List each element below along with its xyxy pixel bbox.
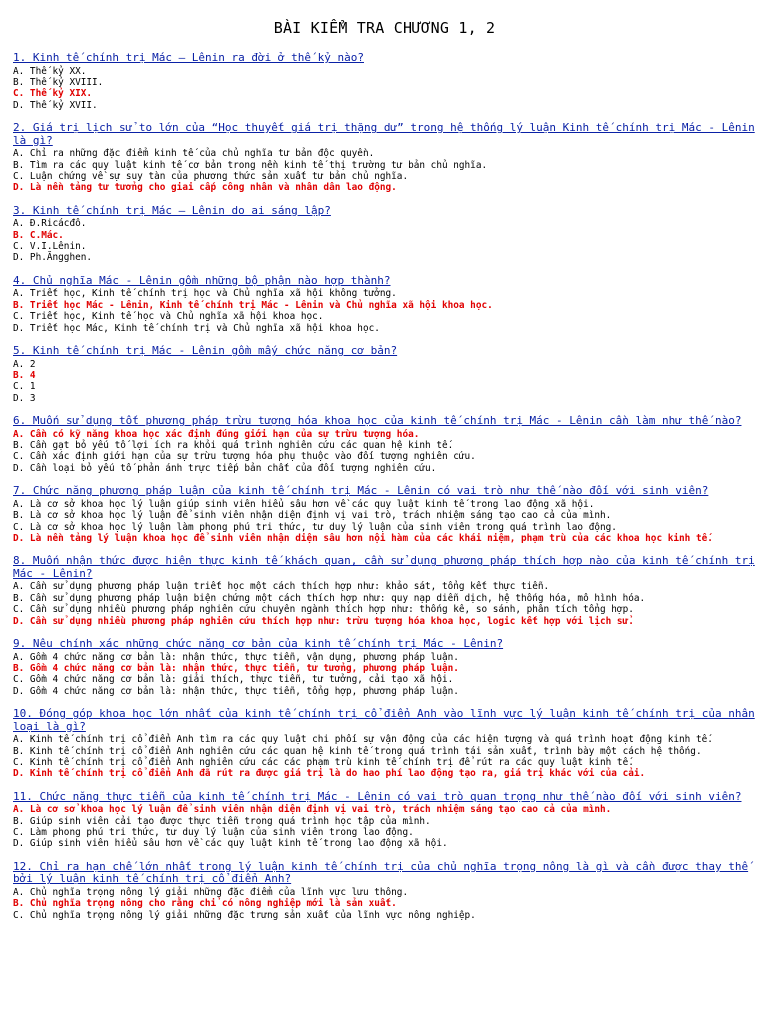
answer-option: A. Chủ nghĩa trọng nông lý giải những đặc điểm của lĩnh vực lưu thông.: [13, 886, 409, 898]
question-block: [13, 52, 756, 111]
question-title: 2. Giá trị lịch sử to lớn của “Học thuyết giá trị thặng dư” trong hệ thống lý luận Kinh tế chính trị Mác - Lênin là gì?: [13, 121, 755, 147]
answer-option: D. Thế kỷ XVII.: [13, 99, 98, 111]
answer-options: [13, 652, 756, 698]
question-block: [13, 861, 756, 921]
question-title: 5. Kinh tế chính trị Mác - Lênin gồm mấy chức năng cơ bản?: [13, 344, 398, 357]
answer-options: [13, 804, 756, 850]
answer-option: C. Làm phong phú tri thức, tư duy lý luận của sinh viên trong lao động.: [13, 827, 414, 839]
answer-option: D. Triết học Mác, Kinh tế chính trị và Chủ nghĩa xã hội khoa học.: [13, 322, 380, 334]
answer-option: C. 1: [13, 381, 36, 393]
answer-option: C. Luận chứng về sự suy tàn của phương thức sản xuất tư bản chủ nghĩa.: [13, 170, 409, 182]
answer-option: A. Là cơ sở khoa học lý luận giúp sinh viên hiểu sâu hơn về các quy luật kinh tế trong lao động xã hội.: [13, 498, 595, 510]
correct-answer-option: A. Cần có kỹ năng khoa học xác định đúng giới hạn của sự trừu tượng hóa.: [13, 428, 420, 440]
answer-option: A. Thế kỷ XX.: [13, 65, 87, 77]
answer-option: B. Thế kỷ XVIII.: [13, 76, 104, 88]
question-block: [13, 415, 756, 474]
correct-answer-option: D. Kinh tế chính trị cổ điển Anh đã rút ra được giá trị là do hao phí lao động tạo ra, giá trị khác với của cải.: [13, 768, 646, 780]
correct-answer-option: D. Cần sử dụng nhiều phương pháp nghiên cứu thích hợp như: trừu tượng hóa khoa học, logic kết hợp với lịch sử.: [13, 615, 634, 627]
answer-options: [13, 734, 756, 780]
answer-option: D. 3: [13, 392, 36, 404]
answer-option: C. Triết học, Kinh tế học và Chủ nghĩa xã hội khoa học.: [13, 311, 324, 323]
question-title: 8. Muốn nhận thức được hiện thực kinh tế khách quan, cần sử dụng phương pháp thích hợp nào của kinh tế chính trị Mác - Lênin?: [13, 554, 755, 580]
answer-option: B. Kinh tế chính trị cổ điển Anh nghiên cứu các quan hệ kinh tế trong quá trình tái sản xuất, trình bày một cách hệ thống.: [13, 745, 702, 757]
answer-option: C. Cần sử dụng nhiều phương pháp nghiên cứu chuyên ngành thích hợp như: thống kê, so sánh, phân tích tổng hợp.: [13, 604, 634, 616]
answer-option: D. Ph.Ăngghen.: [13, 252, 93, 264]
answer-option: C. V.I.Lênin.: [13, 241, 87, 253]
question-block: [13, 485, 756, 544]
correct-answer-option: B. C.Mác.: [13, 229, 64, 241]
question-block: [13, 638, 756, 697]
answer-options: [13, 288, 756, 334]
question-title: 3. Kinh tế chính trị Mác – Lênin do ai sáng lập?: [13, 203, 331, 217]
answer-option: C. Là cơ sở khoa học lý luận làm phong phú tri thức, tư duy lý luận của sinh viên trong quá trình lao động.: [13, 521, 617, 533]
correct-answer-option: B. Triết học Mác - Lênin, Kinh tế chính trị Mác - Lênin và Chủ nghĩa xã hội khoa học.: [13, 299, 493, 311]
question-block: [13, 275, 756, 334]
question-title: 9. Nêu chính xác những chức năng cơ bản của kinh tế chính trị Mác - Lênin?: [13, 637, 504, 650]
document-title: BÀI KIỂM TRA CHƯƠNG 1, 2: [273, 19, 496, 37]
question-block: [13, 122, 756, 194]
answer-option: D. Giúp sinh viên hiểu sâu hơn về các quy luật kinh tế trong lao động xã hội.: [13, 838, 448, 850]
question-title: 12. Chỉ ra hạn chế lớn nhất trong lý luận kinh tế chính trị của chủ nghĩa trọng nông là gì và cần được thay thế bởi lý luận kinh tế chính trị cổ điển Anh?: [13, 859, 749, 886]
correct-answer-option: A. Là cơ sở khoa học lý luận để sinh viên nhận diện định vị vai trò, trách nhiệm sáng tạo cao cả của mình.: [13, 804, 612, 816]
answer-options: [13, 581, 756, 627]
question-title: 1. Kinh tế chính trị Mác – Lênin ra đời ở thế kỷ nào?: [13, 51, 364, 64]
answer-option: A. Cần sử dụng phương pháp luận triết học một cách thích hợp như: khảo sát, tổng kết thực tiễn.: [13, 581, 550, 593]
answer-option: D. Cần loại bỏ yếu tố phản ánh trực tiếp bản chất của đối tượng nghiên cứu.: [13, 462, 437, 474]
answer-options: [13, 359, 756, 405]
answer-option: A. Đ.Ricácđô.: [13, 218, 87, 230]
answer-options: [13, 66, 756, 112]
answer-option: B. Tìm ra các quy luật kinh tế cơ bản trong nền kinh tế thị trường tư bản chủ nghĩa.: [13, 159, 488, 171]
answer-option: A. Gồm 4 chức năng cơ bản là: nhận thức, thực tiễn, vận dụng, phương pháp luận.: [13, 651, 459, 663]
question-title: 4. Chủ nghĩa Mác - Lênin gồm những bộ phận nào hợp thành?: [13, 273, 391, 287]
answer-option: B. Là cơ sở khoa học lý luận để sinh viên nhận diện định vị vai trò, trách nhiệm sáng tạo cao cả của mình.: [13, 510, 612, 522]
answer-options: [13, 218, 756, 264]
answer-options: [13, 148, 756, 194]
answer-option: A. Chỉ ra những đặc điểm kinh tế của chủ nghĩa tư bản độc quyền.: [13, 148, 375, 160]
question-list: [13, 52, 756, 921]
correct-answer-option: B. 4: [13, 369, 36, 381]
question-block: [13, 555, 756, 627]
answer-options: [13, 499, 756, 545]
answer-options: [13, 429, 756, 475]
answer-option: A. Kinh tế chính trị cổ điển Anh tìm ra các quy luật chi phối sự vận động của các hiện tượng và quá trình hoạt động kinh tế.: [13, 734, 713, 746]
answer-option: C. Cần xác định giới hạn của sự trừu tượng hóa phụ thuộc vào đối tượng nghiên cứu.: [13, 451, 476, 463]
question-title: 11. Chức năng thực tiễn của kinh tế chính trị Mác - Lênin có vai trò quan trọng như thế nào đối với sinh viên?: [13, 789, 742, 803]
question-block: [13, 708, 756, 780]
answer-option: B. Cần gạt bỏ yếu tố lợi ích ra khỏi quá trình nghiên cứu các quan hệ kinh tế.: [13, 440, 454, 452]
question-block: [13, 345, 756, 404]
correct-answer-option: B. Gồm 4 chức năng cơ bản là: nhận thức, thực tiễn, tư tưởng, phương pháp luận.: [13, 662, 459, 674]
correct-answer-option: B. Chủ nghĩa trọng nông cho rằng chỉ có nông nghiệp mới là sản xuất.: [13, 898, 397, 910]
correct-answer-option: C. Thế kỷ XIX.: [13, 88, 93, 100]
answer-option: B. Giúp sinh viên cải tạo được thực tiễn trong quá trình học tập của mình.: [13, 815, 431, 827]
question-block: [13, 205, 756, 264]
question-title: 7. Chức năng phương pháp luận của kinh tế chính trị Mác - Lênin có vai trò như thế nào đối với sinh viên?: [13, 484, 709, 498]
answer-option: C. Chủ nghĩa trọng nông lý giải những đặc trưng sản xuất của lĩnh vực nông nghiệp.: [13, 909, 476, 921]
answer-option: C. Gồm 4 chức năng cơ bản là: giải thích, thực tiễn, tư tưởng, cải tạo xã hội.: [13, 674, 454, 686]
question-block: [13, 791, 756, 850]
answer-option: B. Cần sử dụng phương pháp luận biện chứng một cách thích hợp như: quy nạp diễn dịch, hệ thống hóa, mô hình hóa.: [13, 592, 646, 604]
answer-option: A. Triết học, Kinh tế chính trị học và Chủ nghĩa xã hội không tưởng.: [13, 288, 397, 300]
answer-option: A. 2: [13, 358, 36, 370]
answer-option: C. Kinh tế chính trị cổ điển Anh nghiên cứu các các phạm trù kinh tế chính trị để rút ra các quy luật kinh tế.: [13, 756, 634, 768]
question-title: 10. Đóng góp khoa học lớn nhất của kinh tế chính trị cổ điển Anh vào lĩnh vực lý luận kinh tế chính trị của nhân loại là gì?: [13, 707, 755, 733]
correct-answer-option: D. Là nền tảng tư tưởng cho giai cấp công nhân và nhân dân lao động.: [13, 182, 397, 194]
answer-option: D. Gồm 4 chức năng cơ bản là: nhận thức, thực tiễn, tổng hợp, phương pháp luận.: [13, 685, 459, 697]
correct-answer-option: D. Là nền tảng lý luận khoa học để sinh viên nhận diện sâu hơn nội hàm của các khái niệm, phạm trù của các khoa học kinh tế.: [13, 532, 713, 544]
question-title: 6. Muốn sử dụng tốt phương pháp trừu tượng hóa khoa học của kinh tế chính trị Mác - Lênin cần làm như thế nào?: [13, 414, 742, 428]
answer-options: [13, 887, 756, 921]
